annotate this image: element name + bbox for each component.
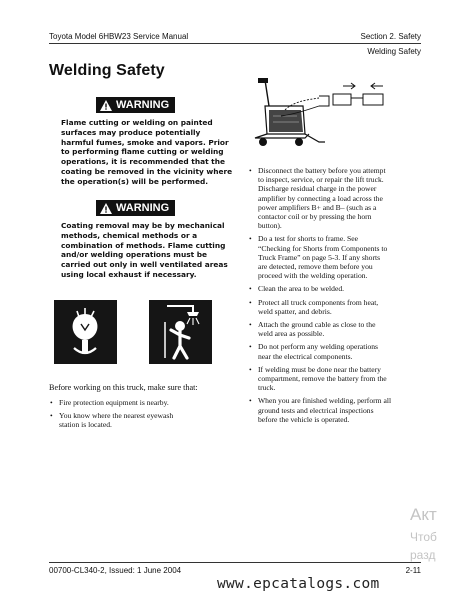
list-item (248, 166, 426, 230)
page-title: Welding Safety (49, 62, 165, 79)
list-item-line: weld spatter, and debris. (258, 306, 332, 316)
activation-watermark: разд (410, 548, 436, 562)
warning-line: the operation(s) will be performed. (61, 176, 209, 186)
list-item (248, 284, 426, 293)
warning-triangle-icon (100, 203, 112, 214)
list-item-line: • Do not perform any welding operations (258, 342, 378, 352)
list-item-line: • Attach the ground cable as close to the (258, 320, 376, 330)
footer-rule (49, 562, 421, 563)
list-item (248, 365, 426, 393)
left-bullet-list (49, 398, 229, 434)
right-bullet-list (248, 166, 426, 428)
list-item (49, 398, 229, 407)
list-item (49, 411, 229, 429)
warning-line: coating be removed in the vicinity where (61, 166, 233, 176)
list-item-line: proceed with the welding operation. (258, 271, 368, 281)
list-item-line: to inspect, service, or repair the lift truck. (258, 175, 384, 185)
activation-watermark: Чтоб (410, 530, 437, 544)
header-subsection: Welding Safety (367, 47, 421, 56)
warning-line: combination of methods. Flame cutting (61, 240, 226, 250)
header-section: Section 2. Safety (360, 32, 421, 41)
header-rule (49, 43, 421, 44)
list-item-line: • When you are finished welding, perform all (258, 396, 392, 406)
warning-text (61, 221, 228, 280)
list-item-line: amplifier by connecting a load across the (258, 193, 383, 203)
warning-line: operations, it is recommended that the (61, 157, 225, 167)
footer-page-number: 2-11 (405, 566, 421, 575)
list-item-line: Truck Frame” on page 5-3. If any shorts (258, 252, 381, 262)
list-item-line: button). (258, 221, 282, 231)
list-item (248, 234, 426, 280)
activation-watermark: Акт (410, 505, 437, 524)
warning-line: surfaces may produce potentially (61, 127, 201, 137)
warning-line: using local exhaust if necessary. (61, 269, 197, 279)
list-item-line: compartment, remove the battery from the (258, 374, 387, 384)
warning-label: WARNING (116, 99, 170, 111)
warning-triangle-icon (100, 100, 112, 111)
list-item-line: “Checking for Shorts from Components to (258, 243, 388, 253)
list-item-line: • Protect all truck components from heat, (258, 297, 379, 307)
welding-illustration (245, 76, 395, 156)
list-item-line: are detected, remove them before you (258, 262, 373, 272)
list-item-line: station is located. (59, 420, 112, 430)
list-item-line: • Clean the area to be welded. (258, 284, 345, 294)
list-item-line: • If welding must be done near the battery (258, 364, 381, 374)
warning-line: Flame cutting or welding on painted (61, 118, 213, 127)
eyewash-shower-icon (149, 300, 212, 364)
list-item-line: • Fire protection equipment is nearby. (59, 398, 169, 407)
warning-line: methods, chemical methods or a (61, 230, 198, 240)
warning-badge (96, 200, 175, 216)
list-item (248, 342, 426, 360)
warning-line: Coating removal may be by mechanical (61, 221, 225, 230)
warning-line: carried out only in well ventilated areas (61, 260, 228, 270)
header-manual-title: Toyota Model 6HBW23 Service Manual (49, 32, 189, 41)
list-item-line: ground tests and electrical inspections (258, 405, 374, 415)
safety-pictograms (54, 300, 212, 364)
list-item-line: • You know where the nearest eyewash (59, 411, 174, 421)
list-item-line: near the electrical components. (258, 351, 353, 361)
warning-line: harmful fumes, smoke and vapors. Prior (61, 137, 229, 147)
warning-text (61, 118, 232, 187)
list-item-line: power amplifiers B+ and B– (such as a (258, 202, 377, 212)
warning-line: to performing flame cutting or welding (61, 147, 224, 157)
list-item-line: truck. (258, 383, 276, 393)
list-item-line: contactor coil or by pressing the horn (258, 212, 372, 222)
footer-doc-id: 00700-CL340-2, Issued: 1 June 2004 (49, 566, 182, 575)
warning-line: and/or welding operations must be (61, 250, 208, 260)
list-item-line: before the vehicle is operated. (258, 414, 350, 424)
fire-extinguisher-icon (54, 300, 117, 364)
site-watermark: www.epcatalogs.com (217, 576, 380, 592)
list-item (248, 298, 426, 316)
intro-text: Before working on this truck, make sure that: (49, 383, 198, 392)
list-item-line: Discharge residual charge in the power (258, 184, 377, 194)
list-item (248, 396, 426, 424)
list-item-line: • Disconnect the battery before you attempt (258, 166, 386, 175)
warning-label: WARNING (116, 202, 170, 214)
list-item-line: weld area as possible. (258, 329, 325, 339)
list-item-line: • Do a test for shorts to frame. See (258, 234, 358, 244)
list-item (248, 320, 426, 338)
warning-badge (96, 97, 175, 113)
